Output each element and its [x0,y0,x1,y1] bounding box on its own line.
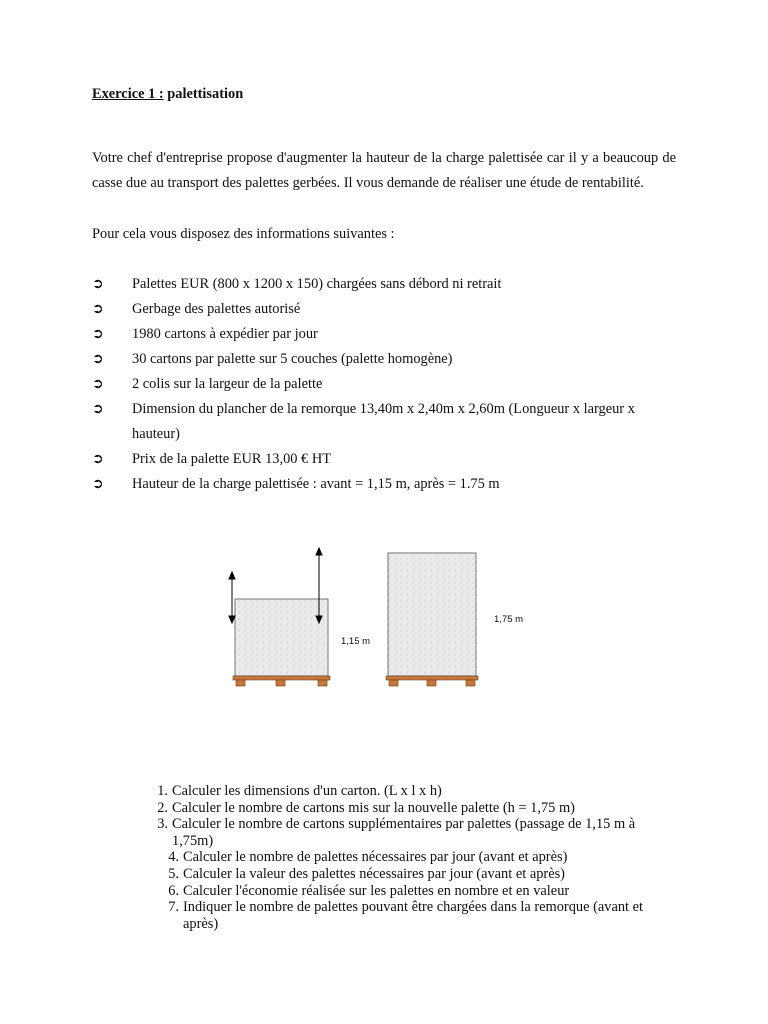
question-item [152,816,652,849]
list-item-text: Gerbage des palettes autorisé [132,301,301,317]
question-number: 1. [157,783,168,799]
arrow-bullet-icon: ➲ [92,301,104,317]
question-number: 7. [168,899,179,916]
list-item [92,272,676,297]
height-label-before: 1,15 m [341,636,371,647]
question-list [152,783,652,932]
list-item-text: Prix de la palette EUR 13,00 € HT [132,451,332,467]
list-item-text: 30 cartons par palette sur 5 couches (palette homogène) [132,351,453,367]
exercise-topic: palettisation [167,86,244,102]
arrow-bullet-icon: ➲ [92,401,104,417]
load-after [388,553,476,676]
list-item [92,372,676,397]
question-number: 2. [157,799,168,816]
info-list [92,272,676,497]
question-number: 3. [157,816,168,833]
exercise-title [92,86,243,103]
question-number: 4. [168,849,179,866]
question-text: Calculer les dimensions d'un carton. (L x l x h) [172,783,442,799]
arrow-bullet-icon: ➲ [92,451,104,467]
height-label-after: 1,75 m [494,614,524,625]
exercise-number: Exercice 1 : [92,86,164,102]
list-item-text: Palettes EUR (800 x 1200 x 150) chargées sans débord ni retrait [132,276,502,292]
question-item [152,800,652,817]
arrow-bullet-icon: ➲ [92,276,104,292]
list-item-text: Hauteur de la charge palettisée : avant = 1,15 m, après = 1.75 m [132,476,500,492]
question-item [152,883,652,900]
list-item-text: Dimension du plancher de la remorque 13,40m x 2,40m x 2,60m (Longueur x largeur x hauteur) [132,401,635,442]
question-text: Calculer l'économie réalisée sur les palettes en nombre et en valeur [183,882,570,899]
list-item [92,322,676,347]
height-arrow-small [229,572,235,623]
arrow-bullet-icon: ➲ [92,326,104,342]
question-item [152,783,652,800]
load-before [235,599,328,676]
list-item [92,347,676,372]
question-text: Calculer le nombre de cartons mis sur la nouvelle palette (h = 1,75 m) [172,799,575,816]
question-text: Calculer la valeur des palettes nécessaires par jour (avant et après) [183,865,565,882]
list-item-text: 1980 cartons à expédier par jour [132,326,318,342]
pallet-diagram [220,540,540,690]
question-text: Calculer le nombre de cartons supplémentaires par palettes (passage de 1,15 m à 1,75m) [172,816,636,849]
pallet-base-before [233,676,330,686]
question-item [152,899,652,932]
list-item-text: 2 colis sur la largeur de la palette [132,376,323,392]
arrow-bullet-icon: ➲ [92,351,104,367]
question-item [152,849,652,866]
arrow-bullet-icon: ➲ [92,476,104,492]
intro-paragraph: Votre chef d'entreprise propose d'augmenter la hauteur de la charge palettisée car il y a beaucoup de casse due au transport des palettes gerbées. Il vous demande de réaliser une étude de rentabilité. [92,150,676,191]
list-item [92,397,676,447]
list-item [92,447,676,472]
question-item [152,866,652,883]
question-text: Indiquer le nombre de palettes pouvant être chargées dans la remorque (avant et après) [183,899,644,932]
lead-sentence: Pour cela vous disposez des informations suivantes : [92,226,395,242]
question-number: 6. [168,882,179,899]
arrow-bullet-icon: ➲ [92,376,104,392]
pallet-base-after [386,676,478,686]
list-item [92,472,676,497]
list-item [92,297,676,322]
question-number: 5. [168,865,179,882]
question-text: Calculer le nombre de palettes nécessaires par jour (avant et après) [183,849,568,866]
pallet-figure [220,540,540,690]
